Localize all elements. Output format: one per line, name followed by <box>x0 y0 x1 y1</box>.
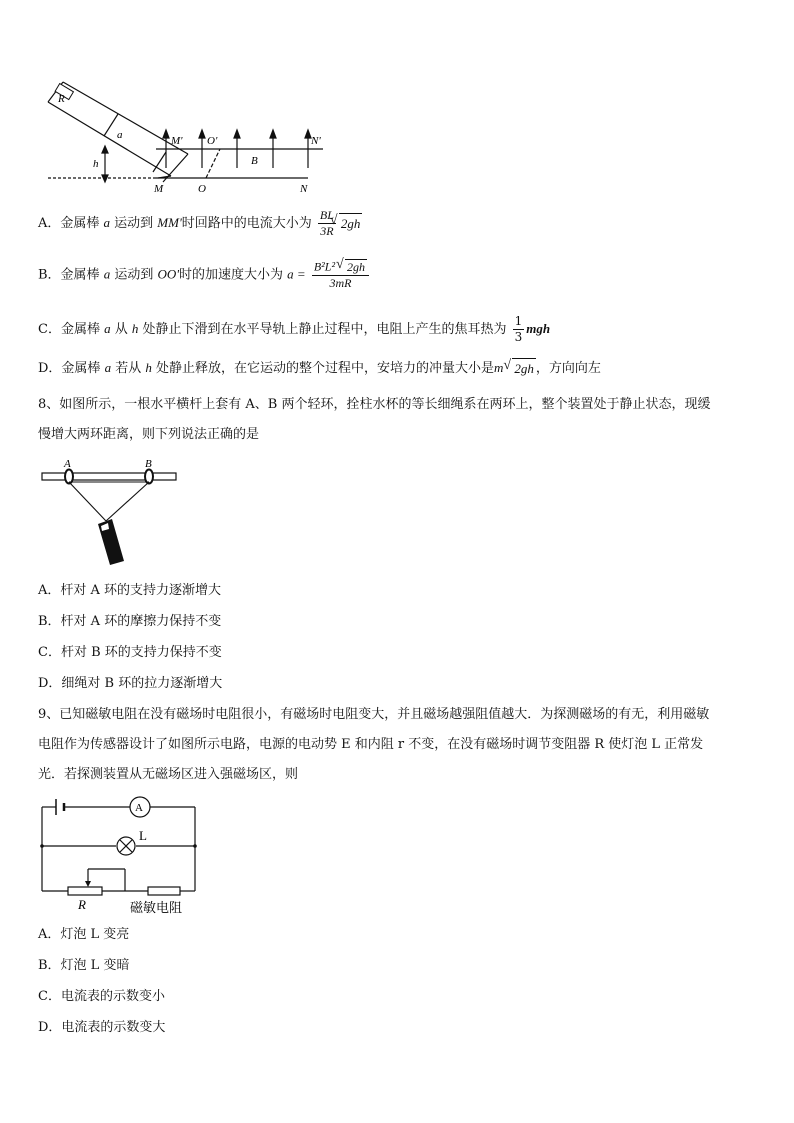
rheostat-label: R <box>78 897 86 912</box>
circuit-diagram <box>38 793 238 918</box>
label-M-prime: M' <box>171 135 183 147</box>
label-O: O <box>198 183 206 195</box>
rail-diagram <box>38 72 368 197</box>
q7-option-c: C．金属棒 a 从 h 处静止下滑到在水平导轨上静止过程中，电阻上产生的焦耳热为 $\frac{1}{3}$ mgh <box>38 314 551 344</box>
q8-option-a: A．杆对 A 环的支持力逐渐增大 <box>38 583 222 598</box>
q7-option-a: A．金属棒 a 运动到 MM'时回路中的电流大小为 $\frac{BL}{3R}$ √ 2gh <box>38 208 362 239</box>
magnetoresistor-label: 磁敏电阻 <box>130 900 183 915</box>
q8-option-b: B．杆对 A 环的摩擦力保持不变 <box>38 614 222 629</box>
q9-option-d: D．电流表的示数变大 <box>38 1020 166 1035</box>
q8-option-c: C．杆对 B 环的支持力保持不变 <box>38 645 222 660</box>
q7-option-d: D．金属棒 a 若从 h 处静止释放，在它运动的整个过程中，安培力的冲量大小是m√ 2gh ，方向向左 <box>38 358 601 379</box>
q9-option-c: C．电流表的示数变小 <box>38 989 165 1004</box>
ammeter-label: A <box>135 802 143 814</box>
q7-option-b: B．金属棒 a 运动到 OO'时的加速度大小为 a = $\frac{\text{B²L²√ 2gh}}{3mR}$ <box>38 259 371 291</box>
label-ring-A: A <box>64 458 71 470</box>
label-a: a <box>117 129 123 141</box>
q8-option-d: D．细绳对 B 环的拉力逐渐增大 <box>38 676 223 691</box>
q9-option-a: A．灯泡 L 变亮 <box>38 927 130 942</box>
lamp-label: L <box>139 828 147 843</box>
label-h: h <box>93 158 99 170</box>
label-N-prime: N' <box>311 135 321 147</box>
label-R: R <box>58 93 65 105</box>
label-O-prime: O' <box>207 135 218 147</box>
label-B: B <box>251 155 258 167</box>
label-ring-B: B <box>145 458 152 470</box>
q8-stem: 8、如图所示，一根水平横杆上套有 A、B 两个轻环，拴柱水杯的等长细绳系在两环上，整个装置处于静止状态，现缓 慢增大两环距离，则下列说法正确的是 <box>38 397 711 442</box>
q9-stem: 9、已知磁敏电阻在没有磁场时电阻很小，有磁场时电阻变大，并且磁场越强阻值越大．为探测磁场的有无，利用磁敏 电阻作为传感器设计了如图所示电路，电源的电动势 E 和内阻 r 不变，在没有磁场时调节变阻器 R 使灯泡 L 正常发 光．若探测装置从无磁场区进入强磁场区，则 <box>38 707 710 782</box>
q9-option-b: B．灯泡 L 变暗 <box>38 958 130 973</box>
label-M: M <box>154 183 164 195</box>
rod-rings-diagram <box>38 453 183 568</box>
label-N: N <box>300 183 308 195</box>
